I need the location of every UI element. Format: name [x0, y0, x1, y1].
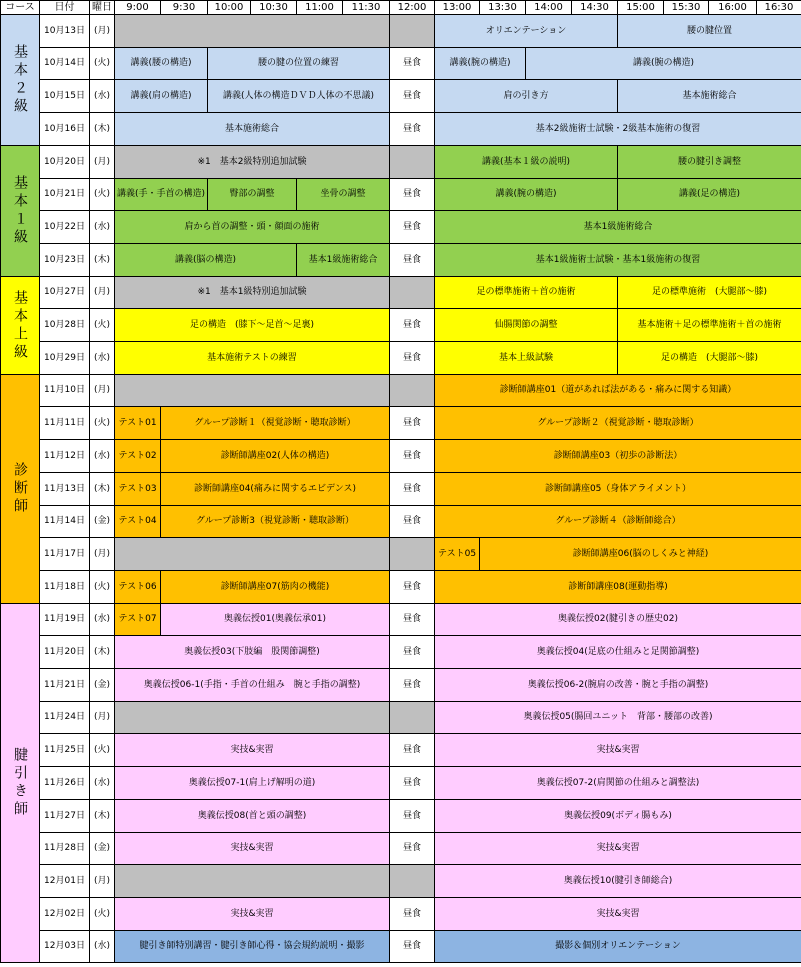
date-cell: 10月21日 [39, 178, 90, 211]
date-cell: 11月26日 [39, 766, 90, 800]
am-session: 腰の腱の位置の練習 [207, 47, 390, 80]
date-cell: 11月24日 [39, 701, 90, 734]
date-cell: 11月27日 [39, 799, 90, 833]
pm-session: 講義(腕の構造) [525, 47, 801, 80]
am-session: テスト06 [114, 570, 161, 604]
column-header: 16:00 [708, 0, 757, 15]
am-session: 講義(人体の構造ＤＶＤ人体の不思議) [207, 79, 390, 113]
pm-session: グループ診断２（視覚診断・聴取診断） [434, 406, 801, 440]
am-session: テスト02 [114, 439, 161, 473]
weekday-cell: (火) [89, 47, 115, 80]
am-session: 奥義伝授06-1(手指・手首の仕組み 腕と手指の調整) [114, 668, 390, 702]
am-session: 臀部の調整 [207, 178, 297, 211]
pm-session: 足の標準施術 (大腿部～膝) [617, 276, 801, 309]
date-cell: 11月21日 [39, 668, 90, 702]
weekday-cell: (火) [89, 570, 115, 604]
weekday-cell: (水) [89, 79, 115, 113]
am-session [114, 864, 390, 898]
column-header: 15:30 [663, 0, 709, 15]
column-header: 曜日 [89, 0, 115, 15]
lunch-cell: 昼食 [389, 635, 435, 669]
pm-session: 奥義伝授06-2(腕肩の改善・腕と手指の調整) [434, 668, 801, 702]
weekday-cell: (金) [89, 668, 115, 702]
lunch-cell: 昼食 [389, 472, 435, 506]
pm-session: 診断師講座01（道があれば法がある・痛みに関する知識） [434, 374, 801, 407]
weekday-cell: (水) [89, 210, 115, 244]
am-session: 実技&実習 [114, 832, 390, 865]
pm-session: グループ診断４（診断師総合） [434, 505, 801, 538]
am-session: 基本施術総合 [114, 112, 390, 146]
am-session: 坐骨の調整 [296, 178, 390, 211]
date-cell: 11月20日 [39, 635, 90, 669]
lunch-cell-closed [389, 701, 435, 734]
am-session: 診断師講座04(痛みに関するエビデンス) [160, 472, 390, 506]
am-session: ※1 基本1級特別追加試験 [114, 276, 390, 309]
lunch-cell-closed [389, 145, 435, 179]
am-session: 奥義伝授08(首と頭の調整) [114, 799, 390, 833]
pm-session: 講義(腕の構造) [434, 47, 526, 80]
pm-session: 肩の引き方 [434, 79, 618, 113]
pm-session: 腰の腱位置 [617, 14, 801, 48]
am-session: 足の構造 (膝下～足首～足裏) [114, 308, 390, 342]
lunch-cell: 昼食 [389, 79, 435, 113]
column-header: 13:00 [434, 0, 480, 15]
am-session: 診断師講座02(人体の構造) [160, 439, 390, 473]
column-header: 14:30 [571, 0, 618, 15]
weekday-cell: (金) [89, 505, 115, 538]
pm-session: 診断師講座05（身体アライメント） [434, 472, 801, 506]
course-label: 基本１級 [0, 145, 40, 277]
pm-session: 講義(基本１級の説明) [434, 145, 618, 179]
pm-session: 撮影＆個別オリエンテーション [434, 930, 801, 963]
lunch-cell: 昼食 [389, 570, 435, 604]
weekday-cell: (木) [89, 635, 115, 669]
weekday-cell: (火) [89, 178, 115, 211]
weekday-cell: (火) [89, 733, 115, 767]
am-session: テスト03 [114, 472, 161, 506]
weekday-cell: (月) [89, 537, 115, 571]
weekday-cell: (水) [89, 341, 115, 375]
am-session: グループ診断１（視覚診断・聴取診断） [160, 406, 390, 440]
date-cell: 10月16日 [39, 112, 90, 146]
column-header: 15:00 [617, 0, 664, 15]
lunch-cell-closed [389, 14, 435, 48]
lunch-cell-closed [389, 374, 435, 407]
date-cell: 10月23日 [39, 243, 90, 277]
pm-session: 仙腸関節の調整 [434, 308, 618, 342]
course-label: 診断師 [0, 374, 40, 604]
pm-session: 奥義伝授07-2(肩関節の仕組みと調整法) [434, 766, 801, 800]
lunch-cell: 昼食 [389, 668, 435, 702]
lunch-cell: 昼食 [389, 505, 435, 538]
pm-session: 実技&実習 [434, 832, 801, 865]
column-header: 12:00 [389, 0, 435, 15]
am-session: 基本施術テストの練習 [114, 341, 390, 375]
am-session: 実技&実習 [114, 897, 390, 931]
lunch-cell: 昼食 [389, 178, 435, 211]
lunch-cell: 昼食 [389, 406, 435, 440]
pm-session: 腰の腱引き調整 [617, 145, 801, 179]
pm-session: 奥義伝授04(足底の仕組みと足関節調整) [434, 635, 801, 669]
weekday-cell: (月) [89, 864, 115, 898]
am-session: 奥義伝授01(奥義伝承01) [160, 603, 390, 636]
pm-session: 基本1級施術士試験・基本1級施術の復習 [434, 243, 801, 277]
am-session: 講義(手・手首の構造) [114, 178, 208, 211]
lunch-cell-closed [389, 864, 435, 898]
column-header: 11:00 [296, 0, 343, 15]
pm-session: 基本施術総合 [617, 79, 801, 113]
pm-session: 診断師講座08(運動指導) [434, 570, 801, 604]
am-session [114, 701, 390, 734]
weekday-cell: (水) [89, 930, 115, 963]
pm-session: 奥義伝授02(腱引きの歴史02) [434, 603, 801, 636]
lunch-cell-closed [389, 276, 435, 309]
date-cell: 11月25日 [39, 733, 90, 767]
lunch-cell: 昼食 [389, 243, 435, 277]
pm-session: 講義(腕の構造) [434, 178, 618, 211]
am-session [114, 374, 390, 407]
weekday-cell: (水) [89, 766, 115, 800]
am-session: 診断師講座07(筋肉の機能) [160, 570, 390, 604]
column-header: 10:00 [207, 0, 251, 15]
column-header: 16:30 [756, 0, 801, 15]
pm-session: 奥義伝授09(ボディ腸もみ) [434, 799, 801, 833]
lunch-cell: 昼食 [389, 341, 435, 375]
column-header: 9:30 [160, 0, 208, 15]
am-session: テスト04 [114, 505, 161, 538]
column-header: 11:30 [342, 0, 390, 15]
weekday-cell: (水) [89, 439, 115, 473]
date-cell: 11月13日 [39, 472, 90, 506]
course-label: 基本２級 [0, 14, 40, 146]
lunch-cell: 昼食 [389, 603, 435, 636]
weekday-cell: (月) [89, 374, 115, 407]
weekday-cell: (木) [89, 112, 115, 146]
lunch-cell: 昼食 [389, 210, 435, 244]
weekday-cell: (月) [89, 701, 115, 734]
column-header: 日付 [39, 0, 90, 15]
pm-session: 奥義伝授10(腱引き師総合) [434, 864, 801, 898]
am-session: グループ診断3（視覚診断・聴取診断） [160, 505, 390, 538]
pm-session: テスト05 [434, 537, 480, 571]
weekday-cell: (木) [89, 472, 115, 506]
weekday-cell: (水) [89, 603, 115, 636]
date-cell: 11月11日 [39, 406, 90, 440]
column-header: 10:30 [250, 0, 297, 15]
date-cell: 10月20日 [39, 145, 90, 179]
am-session: 実技&実習 [114, 733, 390, 767]
am-session: ※1 基本2級特別追加試験 [114, 145, 390, 179]
pm-session: 基本1級施術総合 [434, 210, 801, 244]
column-header: コース [0, 0, 40, 15]
lunch-cell: 昼食 [389, 832, 435, 865]
lunch-cell: 昼食 [389, 897, 435, 931]
date-cell: 11月28日 [39, 832, 90, 865]
lunch-cell: 昼食 [389, 47, 435, 80]
lunch-cell: 昼食 [389, 112, 435, 146]
pm-session: 基本施術＋足の標準施術＋首の施術 [617, 308, 801, 342]
date-cell: 11月18日 [39, 570, 90, 604]
lunch-cell: 昼食 [389, 930, 435, 963]
pm-session: 講義(足の構造) [617, 178, 801, 211]
date-cell: 10月13日 [39, 14, 90, 48]
am-session [114, 537, 390, 571]
weekday-cell: (木) [89, 799, 115, 833]
weekday-cell: (火) [89, 897, 115, 931]
am-session: 講義(腰の構造) [114, 47, 208, 80]
pm-session: 基本2級施術士試験・2級基本施術の復習 [434, 112, 801, 146]
pm-session: オリエンテーション [434, 14, 618, 48]
am-session: 腱引き師特別講習・腱引き師心得・協会規約説明・撮影 [114, 930, 390, 963]
date-cell: 12月03日 [39, 930, 90, 963]
am-session: 奥義伝授07-1(肩上げ解明の道) [114, 766, 390, 800]
date-cell: 11月10日 [39, 374, 90, 407]
lunch-cell: 昼食 [389, 766, 435, 800]
am-session: テスト01 [114, 406, 161, 440]
pm-session: 診断師講座06(脳のしくみと神経) [479, 537, 801, 571]
date-cell: 11月14日 [39, 505, 90, 538]
lunch-cell: 昼食 [389, 733, 435, 767]
pm-session: 基本上級試験 [434, 341, 618, 375]
pm-session: 足の標準施術＋首の施術 [434, 276, 618, 309]
am-session: 基本1級施術総合 [296, 243, 390, 277]
date-cell: 10月28日 [39, 308, 90, 342]
pm-session: 足の構造 (大腿部～膝) [617, 341, 801, 375]
course-label: 腱引き師 [0, 603, 40, 963]
am-session: 奥義伝授03(下肢編 股関節調整) [114, 635, 390, 669]
weekday-cell: (月) [89, 145, 115, 179]
date-cell: 11月19日 [39, 603, 90, 636]
weekday-cell: (金) [89, 832, 115, 865]
date-cell: 11月12日 [39, 439, 90, 473]
pm-session: 実技&実習 [434, 733, 801, 767]
lunch-cell: 昼食 [389, 439, 435, 473]
am-session [114, 14, 390, 48]
am-session: 講義(脳の構造) [114, 243, 297, 277]
weekday-cell: (火) [89, 406, 115, 440]
date-cell: 10月14日 [39, 47, 90, 80]
pm-session: 実技&実習 [434, 897, 801, 931]
date-cell: 12月02日 [39, 897, 90, 931]
date-cell: 11月17日 [39, 537, 90, 571]
weekday-cell: (木) [89, 243, 115, 277]
lunch-cell: 昼食 [389, 799, 435, 833]
date-cell: 10月22日 [39, 210, 90, 244]
lunch-cell-closed [389, 537, 435, 571]
column-header: 13:30 [479, 0, 526, 15]
date-cell: 10月29日 [39, 341, 90, 375]
column-header: 9:00 [114, 0, 161, 15]
column-header: 14:00 [525, 0, 572, 15]
pm-session: 奥義伝授05(腸回ユニット 背部・腰部の改善) [434, 701, 801, 734]
date-cell: 10月15日 [39, 79, 90, 113]
am-session: 肩から首の調整・頭・顔面の施術 [114, 210, 390, 244]
am-session: テスト07 [114, 603, 161, 636]
lunch-cell: 昼食 [389, 308, 435, 342]
weekday-cell: (月) [89, 14, 115, 48]
course-label: 基本上級 [0, 276, 40, 375]
date-cell: 10月27日 [39, 276, 90, 309]
weekday-cell: (火) [89, 308, 115, 342]
am-session: 講義(肩の構造) [114, 79, 208, 113]
pm-session: 診断師講座03（初歩の診断法） [434, 439, 801, 473]
weekday-cell: (月) [89, 276, 115, 309]
date-cell: 12月01日 [39, 864, 90, 898]
